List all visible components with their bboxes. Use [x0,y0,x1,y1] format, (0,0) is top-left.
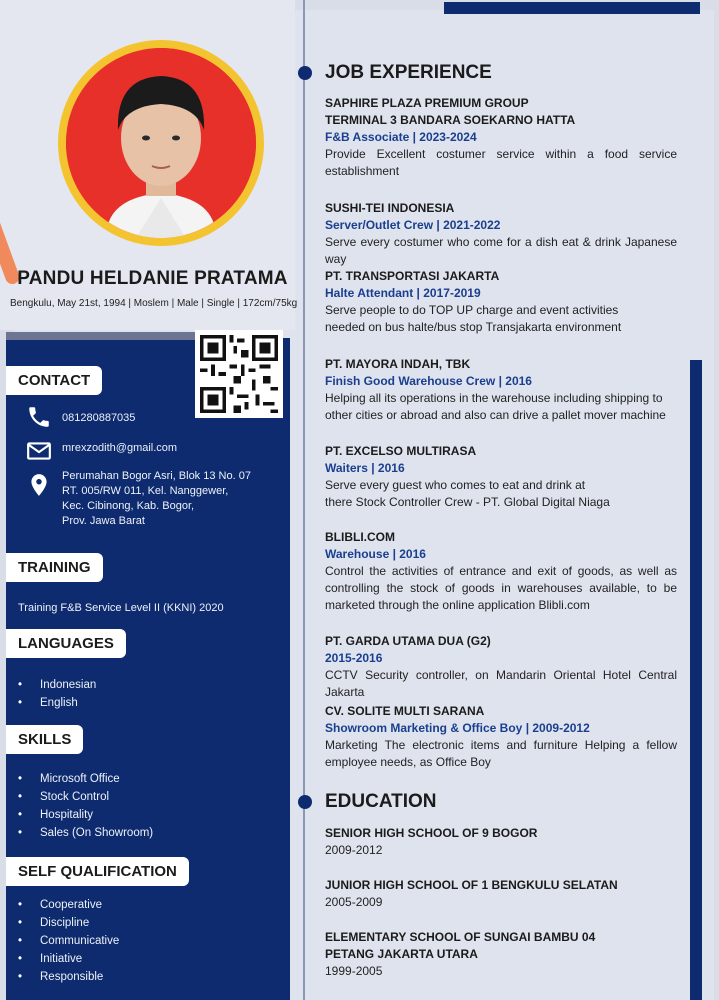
list-item: • Sales (On Showroom) [38,827,153,845]
email-address[interactable]: mrexzodith@gmail.com [62,442,178,454]
company-location: TERMINAL 3 BANDARA SOEKARNO HATTA [325,113,576,127]
right-accent-bar [690,360,702,1000]
location-pin-icon [26,472,52,498]
job-description: Control the activities of entrance and exit of goods, as well as controlling the stock of goods in warehouses available, to be marketed through the online application Blibli.com [325,564,677,612]
training-item: Training F&B Service Level II (KKNI) 2020 [18,602,224,614]
job-entry [325,443,677,511]
job-entry [325,633,677,701]
job-role: F&B Associate | 2023-2024 [325,130,477,144]
education-entry [325,877,685,911]
job-role: Halte Attendant | 2017-2019 [325,286,481,300]
school-name: JUNIOR HIGH SCHOOL OF 1 BENGKULU SELATAN [325,878,618,892]
company-name: PT. MAYORA INDAH, TBK [325,357,471,371]
address-line: RT. 005/RW 011, Kel. Nanggewer, [62,485,229,497]
list-item: • Initiative [38,953,119,971]
job-experience-heading: JOB EXPERIENCE [325,62,492,83]
job-role: Showroom Marketing & Office Boy | 2009-2012 [325,721,590,735]
job-description: Serve every guest who comes to eat and drink at there Stock Controller Crew - PT. Global Digital Niaga [325,478,610,509]
candidate-name: PANDU HELDANIE PRATAMA [17,268,288,289]
job-role: Server/Outlet Crew | 2021-2022 [325,218,501,232]
languages-list [38,679,96,715]
training-heading: TRAINING [6,553,103,582]
school-years: 2005-2009 [325,895,383,909]
address-line: Kec. Cibinong, Kab. Bogor, [62,500,195,512]
profile-photo [66,48,256,238]
company-name: CV. SOLITE MULTI SARANA [325,704,485,718]
job-entry [325,529,677,614]
list-item: • Communicative [38,935,119,953]
job-description: Serve every costumer who come for a dish eat & drink Japanese way [325,235,677,266]
education-entry [325,929,685,980]
list-item: • Stock Control [38,791,153,809]
sidebar-top-strip [6,332,201,340]
top-accent-bar [444,2,700,14]
school-name: ELEMENTARY SCHOOL OF SUNGAI BAMBU 04 [325,930,596,944]
job-entry [325,95,677,180]
qr-code[interactable] [195,330,283,418]
skills-list [38,773,153,845]
job-entry [325,356,677,424]
company-name: PT. EXCELSO MULTIRASA [325,444,477,458]
job-entry [325,703,677,771]
job-entry [325,268,677,336]
company-name: SAPHIRE PLAZA PREMIUM GROUP [325,96,529,110]
education-entry [325,825,685,859]
job-description: Provide Excellent costumer service within a food service establishment [325,147,677,178]
job-description: Serve people to do TOP UP charge and event activities needed on bus halte/bus stop Transjakarta environment [325,303,622,334]
home-address [62,469,251,529]
list-item: • Discipline [38,917,119,935]
company-name: BLIBLI.COM [325,530,395,544]
job-role: Warehouse | 2016 [325,547,426,561]
timeline-dot [298,795,312,809]
school-location: PETANG JAKARTA UTARA [325,947,478,961]
job-entry [325,200,677,268]
timeline-dot [298,66,312,80]
phone-icon [26,404,52,430]
self-qualification-heading: SELF QUALIFICATION [6,857,189,886]
email-icon [26,438,52,464]
job-description: Helping all its operations in the warehouse including shipping to other cities or abroad and also can drive a pallet mover machine [325,391,666,422]
school-years: 1999-2005 [325,964,383,978]
job-description: CCTV Security controller, on Mandarin Oriental Hotel Central Jakarta [325,668,677,699]
timeline-line [303,0,305,1000]
education-heading: EDUCATION [325,791,437,812]
skills-heading: SKILLS [6,725,83,754]
list-item: • English [38,697,96,715]
school-years: 2009-2012 [325,843,383,857]
job-role: Finish Good Warehouse Crew | 2016 [325,374,532,388]
company-name: SUSHI-TEI INDONESIA [325,201,455,215]
list-item: • Cooperative [38,899,119,917]
company-name: PT. TRANSPORTASI JAKARTA [325,269,500,283]
languages-heading: LANGUAGES [6,629,126,658]
address-line: Prov. Jawa Barat [62,515,145,527]
job-role: 2015-2016 [325,651,383,665]
list-item: • Hospitality [38,809,153,827]
list-item: • Responsible [38,971,119,989]
list-item: • Indonesian [38,679,96,697]
personal-details: Bengkulu, May 21st, 1994 | Moslem | Male | Single | 172cm/75kg [10,298,298,309]
job-role: Waiters | 2016 [325,461,405,475]
contact-heading: CONTACT [6,366,102,395]
list-item: • Microsoft Office [38,773,153,791]
phone-number[interactable]: 081280887035 [62,412,136,424]
school-name: SENIOR HIGH SCHOOL OF 9 BOGOR [325,826,538,840]
company-name: PT. GARDA UTAMA DUA (G2) [325,634,491,648]
self-qualification-list [38,899,119,989]
address-line: Perumahan Bogor Asri, Blok 13 No. 07 [62,470,251,482]
job-description: Marketing The electronic items and furniture Helping a fellow employee needs, as Office Boy [325,738,677,769]
